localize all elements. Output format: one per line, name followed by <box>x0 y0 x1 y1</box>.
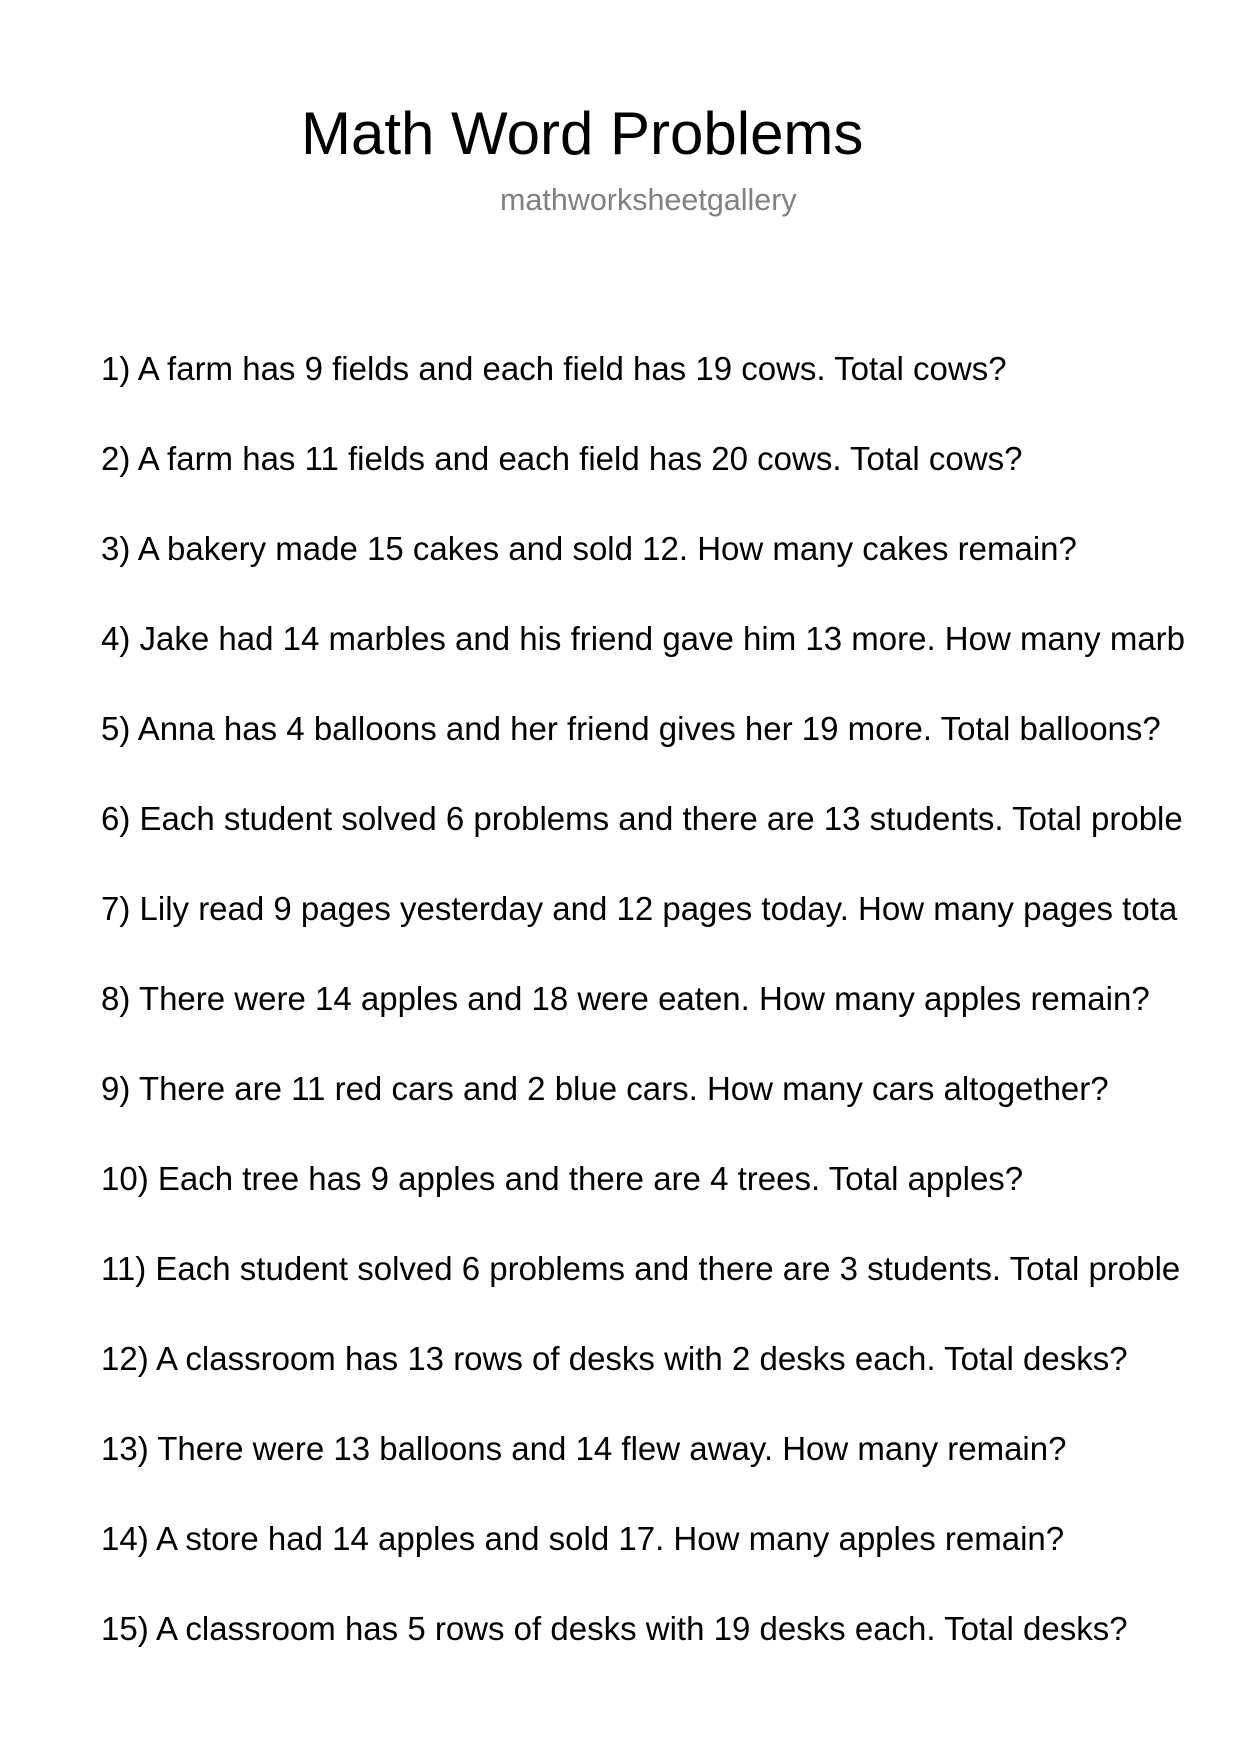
problem-item: 8) There were 14 apples and 18 were eaten. How many apples remain? <box>101 980 1150 1017</box>
problem-item: 10) Each tree has 9 apples and there are 4 trees. Total apples? <box>101 1160 1024 1197</box>
problem-item: 14) A store had 14 apples and sold 17. How many apples remain? <box>101 1520 1065 1557</box>
problem-item: 1) A farm has 9 fields and each field has 19 cows. Total cows? <box>101 350 1007 387</box>
worksheet-source: mathworksheetgallery <box>500 183 797 217</box>
problem-item: 6) Each student solved 6 problems and there are 13 students. Total proble <box>101 800 1183 837</box>
problem-item: 7) Lily read 9 pages yesterday and 12 pages today. How many pages tota <box>101 890 1178 927</box>
problem-item: 9) There are 11 red cars and 2 blue cars. How many cars altogether? <box>101 1070 1109 1107</box>
problem-item: 11) Each student solved 6 problems and there are 3 students. Total proble <box>101 1250 1181 1287</box>
problem-item: 4) Jake had 14 marbles and his friend gave him 13 more. How many marb <box>101 620 1186 657</box>
problem-item: 5) Anna has 4 balloons and her friend gives her 19 more. Total balloons? <box>101 710 1161 747</box>
problem-item: 3) A bakery made 15 cakes and sold 12. How many cakes remain? <box>101 530 1077 567</box>
problem-item: 2) A farm has 11 fields and each field has 20 cows. Total cows? <box>101 440 1023 477</box>
worksheet-title: Math Word Problems <box>301 100 864 167</box>
problem-item: 15) A classroom has 5 rows of desks with 19 desks each. Total desks? <box>101 1610 1128 1647</box>
problem-item: 13) There were 13 balloons and 14 flew away. How many remain? <box>101 1430 1067 1467</box>
problem-item: 12) A classroom has 13 rows of desks with 2 desks each. Total desks? <box>101 1340 1128 1377</box>
